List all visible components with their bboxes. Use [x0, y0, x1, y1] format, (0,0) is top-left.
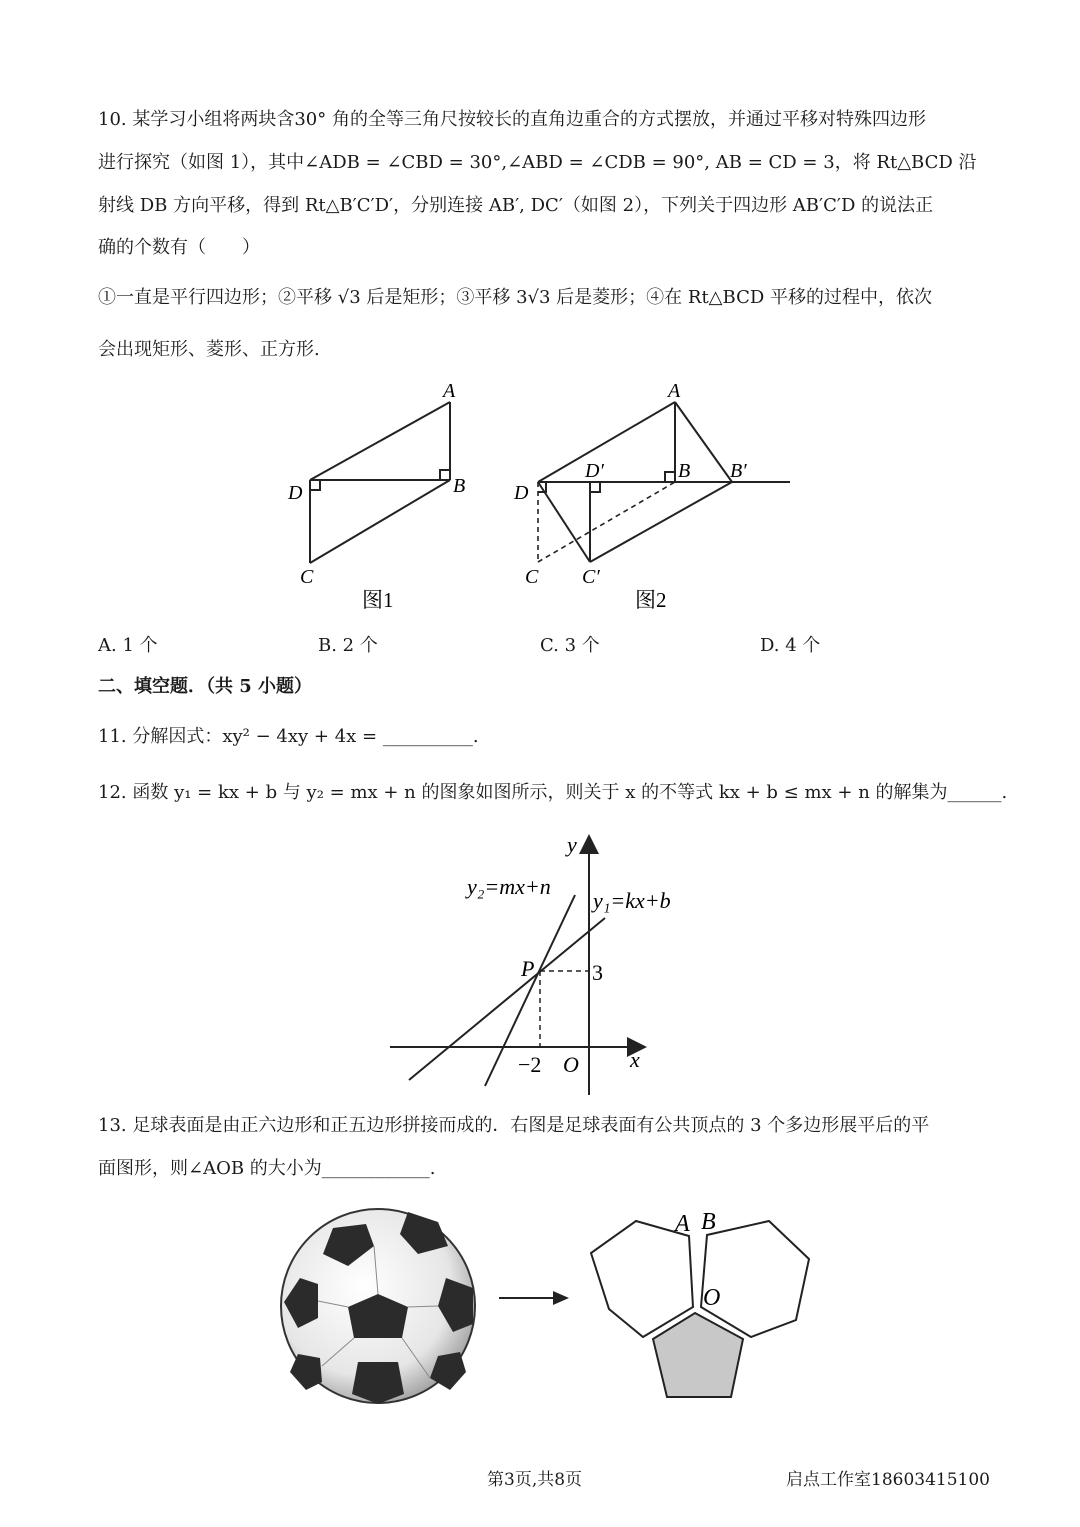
- q10-option-b: B. 2 个: [318, 635, 378, 656]
- q10-option-c: C. 3 个: [540, 635, 600, 656]
- fig1-label-d: D: [288, 482, 303, 504]
- soccer-ball-image: [278, 1206, 478, 1406]
- q11-text: 11. 分解因式：xy² − 4xy + 4x = __________.: [98, 726, 479, 747]
- graph-y-axis-label: y: [567, 832, 577, 857]
- label-o: O: [703, 1285, 721, 1311]
- graph-x-tick: −2: [518, 1052, 542, 1077]
- q10-option-a: A. 1 个: [98, 635, 158, 656]
- q10-line-5: ①一直是平行四边形；②平移 √3 后是矩形；③平移 3√3 后是菱形；④在 Rt△BCD 平移的过程中，依次: [98, 287, 933, 308]
- q12-text: 12. 函数 y₁ = kx + b 与 y₂ = mx + n 的图象如图所示，则关于 x 的不等式 kx + b ≤ mx + n 的解集为______.: [98, 782, 1008, 803]
- q13-line-2: 面图形，则∠AOB 的大小为____________.: [98, 1158, 436, 1179]
- q10-line-6: 会出现矩形、菱形、正方形.: [98, 339, 320, 360]
- graph-point-label: P: [521, 956, 535, 981]
- fig2-label-b1: B′: [730, 460, 747, 482]
- fig2-label-d1: D′: [585, 460, 604, 482]
- label-a: A: [675, 1211, 690, 1237]
- graph-x-axis-label: x: [630, 1047, 640, 1072]
- q13-line-1: 13. 足球表面是由正六边形和正五边形拼接而成的．右图是足球表面有公共顶点的 3 个多边形展平后的平: [98, 1115, 930, 1136]
- q10-option-d: D. 4 个: [760, 635, 821, 656]
- fig2-label-a: A: [668, 380, 681, 402]
- q10-figure-2: [510, 380, 810, 610]
- graph-line1-label: y₁=kx+b: [593, 888, 671, 913]
- fig2-label-b: B: [678, 460, 691, 482]
- label-b: B: [701, 1209, 716, 1235]
- section-title: 二、填空题．（共 5 小题）: [98, 676, 313, 697]
- fig1-label-c: C: [300, 566, 314, 588]
- flattened-polygons-diagram: [583, 1203, 823, 1413]
- fig1-caption: 图1: [362, 588, 394, 612]
- footer-studio: 启点工作室18603415100: [786, 1470, 990, 1490]
- graph-line2-label: y₂=mx+n: [467, 874, 551, 899]
- fig2-label-c: C: [525, 566, 539, 588]
- fig1-label-b: B: [453, 475, 466, 497]
- q10-line-3: 射线 DB 方向平移，得到 Rt△B′C′D′，分别连接 AB′, DC′（如图 2），下列关于四边形 AB′C′D 的说法正: [98, 195, 934, 216]
- fig2-caption: 图2: [635, 588, 667, 612]
- arrow-right-icon: [497, 1288, 577, 1308]
- fig2-label-d: D: [514, 482, 529, 504]
- q10-line-1: 10. 某学习小组将两块含30° 角的全等三角尺按较长的直角边重合的方式摆放，并通过平移对特殊四边形: [98, 109, 926, 130]
- page-number: 第3页,共8页: [487, 1470, 583, 1490]
- q10-line-4: 确的个数有（ ）: [98, 237, 260, 258]
- fig2-label-c1: C′: [582, 566, 600, 588]
- q12-graph: [385, 830, 671, 1100]
- q10-line-2: 进行探究（如图 1），其中∠ADB = ∠CBD = 30°,∠ABD = ∠CDB = 90°, AB = CD = 3，将 Rt△BCD 沿: [98, 152, 977, 173]
- graph-origin-label: O: [563, 1052, 579, 1077]
- q10-figure-1: [280, 380, 480, 610]
- fig1-label-a: A: [443, 380, 456, 402]
- graph-y-tick: 3: [592, 960, 603, 985]
